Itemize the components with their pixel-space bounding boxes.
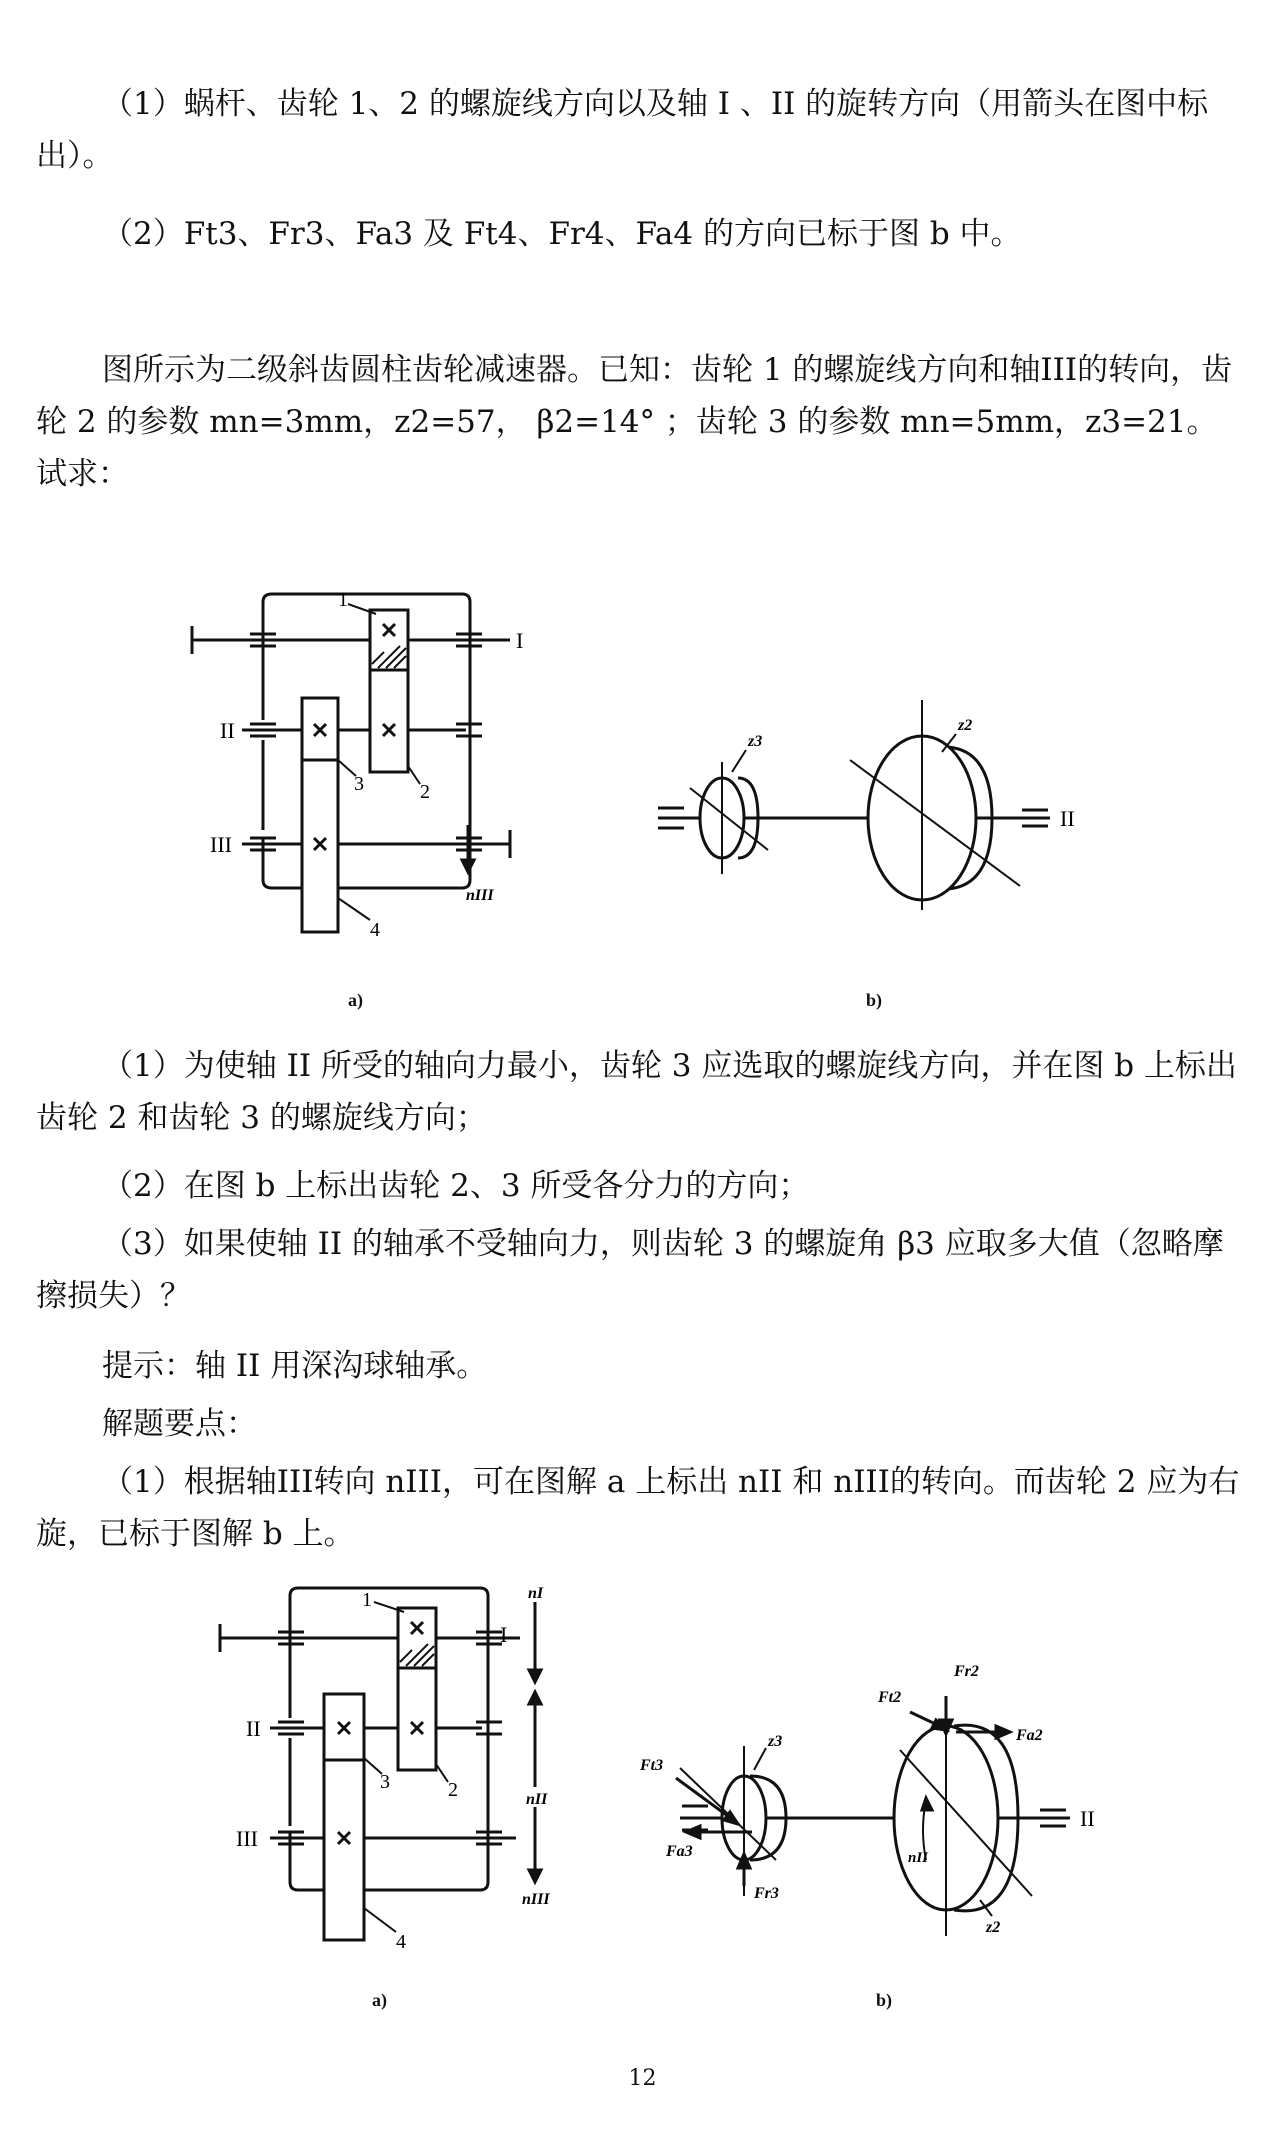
question-2: （2）在图 b 上标出齿轮 2、3 所受各分力的方向； xyxy=(102,1168,810,1204)
fig2b-label-ft3: Ft3 xyxy=(640,1757,664,1774)
answer-1: （1）蜗杆、齿轮 1、2 的螺旋线方向以及轴 I 、II 的旋转方向（用箭头在图中标出）。 xyxy=(36,86,1209,174)
fig2b-label-shaft2: II xyxy=(1080,1806,1095,1831)
question-3: （3）如果使轴 II 的轴承不受轴向力，则齿轮 3 的螺旋角 β3 应取多大值（忽略摩擦损失）？ xyxy=(36,1226,1224,1314)
fig2-label-gear4: 4 xyxy=(396,1931,406,1953)
fig2b-label-fa2: Fa2 xyxy=(1016,1727,1043,1744)
hint: 提示：轴 II 用深沟球轴承。 xyxy=(102,1348,488,1384)
fig2-label-gear3: 3 xyxy=(380,1771,390,1793)
fig1-label-gear3: 3 xyxy=(354,773,364,795)
fig2-label-n1: nI xyxy=(528,1585,544,1602)
fig2-label-shaft2: II xyxy=(246,1716,261,1741)
fig1b-label-z2: z2 xyxy=(958,717,973,734)
fig1-label-shaft3: III xyxy=(210,832,232,857)
fig1-label-n3: nIII xyxy=(466,887,494,904)
solution-1: （1）根据轴III转向 nIII，可在图解 a 上标出 nII 和 nIII的转向。而齿轮 2 应为右旋，已标于图解 b 上。 xyxy=(36,1464,1240,1552)
fig2b-label-fa3: Fa3 xyxy=(666,1843,693,1860)
fig2b-label-fr3: Fr3 xyxy=(754,1885,779,1902)
fig2b-label-z2: z2 xyxy=(986,1919,1001,1936)
fig1-caption-a: a) xyxy=(348,990,363,1010)
fig2-label-shaft1: I xyxy=(500,1622,508,1647)
fig1b-label-z3: z3 xyxy=(748,733,763,750)
solution-head: 解题要点： xyxy=(102,1406,257,1442)
fig2b-label-z3: z3 xyxy=(768,1733,783,1750)
question-1: （1）为使轴 II 所受的轴向力最小，齿轮 3 应选取的螺旋线方向，并在图 b 上标出齿轮 2 和齿轮 3 的螺旋线方向； xyxy=(36,1048,1237,1136)
fig2-caption-b: b) xyxy=(876,1990,893,2010)
fig2-label-gear2: 2 xyxy=(448,1779,458,1801)
fig2b-label-n2: nII xyxy=(908,1850,929,1866)
fig2b-label-fr2: Fr2 xyxy=(954,1663,979,1680)
fig1-label-gear2: 2 xyxy=(420,781,430,803)
problem-intro: 图所示为二级斜齿圆柱齿轮减速器。已知：齿轮 1 的螺旋线方向和轴III的转向，齿轮 2 的参数 mn=3mm，z2=57， β2=14° ；齿轮 3 的参数 mn=5mm，z3=21。试求： xyxy=(36,352,1233,492)
fig2-caption-a: a) xyxy=(372,1990,387,2010)
figure2-b-diagram xyxy=(640,1650,1140,1940)
fig1b-label-shaft2: II xyxy=(1060,806,1075,831)
fig1-label-gear4: 4 xyxy=(370,919,380,941)
page-number: 12 xyxy=(628,2066,657,2091)
fig2-label-shaft3: III xyxy=(236,1826,258,1851)
figure1-a-diagram xyxy=(180,580,540,980)
figure2-a-diagram xyxy=(210,1582,570,1982)
fig1-label-gear1: 1 xyxy=(338,589,348,611)
fig2-label-n2: nII xyxy=(526,1791,548,1808)
figure1-b-diagram xyxy=(640,700,1120,910)
fig2-label-n3: nIII xyxy=(522,1891,550,1908)
fig1-label-shaft2: II xyxy=(220,718,235,743)
fig1-caption-b: b) xyxy=(866,990,883,1010)
fig2-label-gear1: 1 xyxy=(362,1589,372,1611)
answer-2: （2）Ft3、Fr3、Fa3 及 Ft4、Fr4、Fa4 的方向已标于图 b 中。 xyxy=(102,216,1022,252)
fig2b-label-ft2: Ft2 xyxy=(878,1689,902,1706)
fig1-label-shaft1: I xyxy=(516,628,524,653)
